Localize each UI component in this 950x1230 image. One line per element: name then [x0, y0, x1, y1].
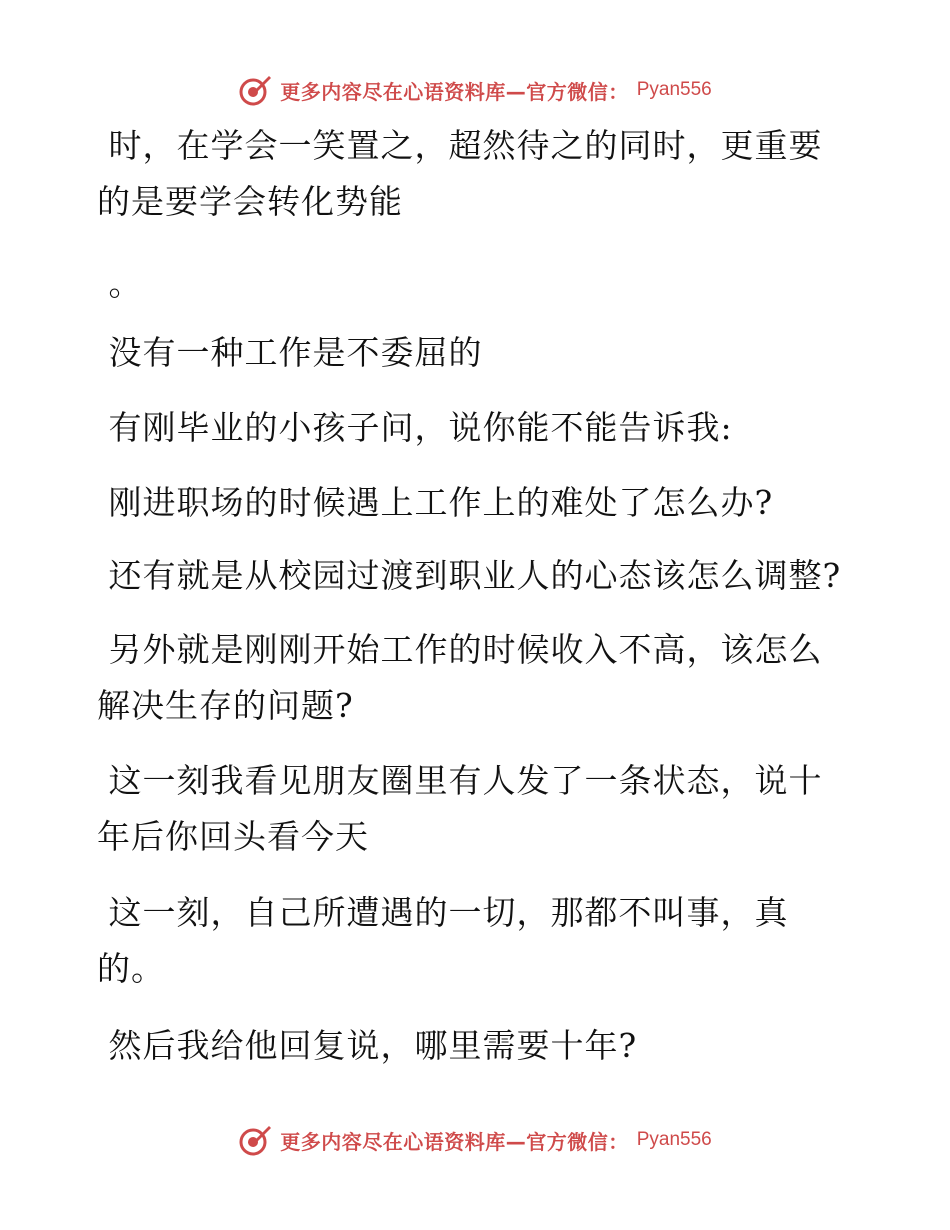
watermark-text: 更多内容尽在心语资料库—官方微信：: [280, 79, 629, 104]
pen-seal-icon: [238, 73, 272, 107]
paragraph-9: 这一刻，自己所遭遇的一切，那都不叫事，真 的。: [97, 893, 789, 988]
paragraph-2: 。: [97, 264, 143, 303]
watermark-header: [0, 70, 950, 110]
watermark-text: 更多内容尽在心语资料库—官方微信：: [280, 1129, 629, 1154]
paragraph-6: 还有就是从校园过渡到职业人的心态该怎么调整?: [97, 556, 842, 595]
paragraph-5: 刚进职场的时候遇上工作上的难处了怎么办?: [97, 483, 774, 522]
paragraph-7: 另外就是刚刚开始工作的时候收入不高，该怎么 解决生存的问题?: [97, 630, 823, 725]
paragraph-4: 有刚毕业的小孩子问，说你能不能告诉我:: [97, 408, 733, 447]
paragraph-3: 没有一种工作是不委屈的: [97, 333, 483, 372]
pen-seal-icon: [238, 1123, 272, 1157]
paragraph-8: 这一刻我看见朋友圈里有人发了一条状态，说十 年后你回头看今天: [97, 761, 823, 856]
watermark-wechat-id: Pyan556: [636, 79, 712, 100]
paragraph-10: 然后我给他回复说，哪里需要十年?: [97, 1026, 638, 1065]
watermark-wechat-id: Pyan556: [636, 1129, 712, 1150]
watermark-footer: [0, 1120, 950, 1160]
paragraph-1: 时，在学会一笑置之，超然待之的同时，更重要 的是要学会转化势能: [97, 126, 823, 221]
